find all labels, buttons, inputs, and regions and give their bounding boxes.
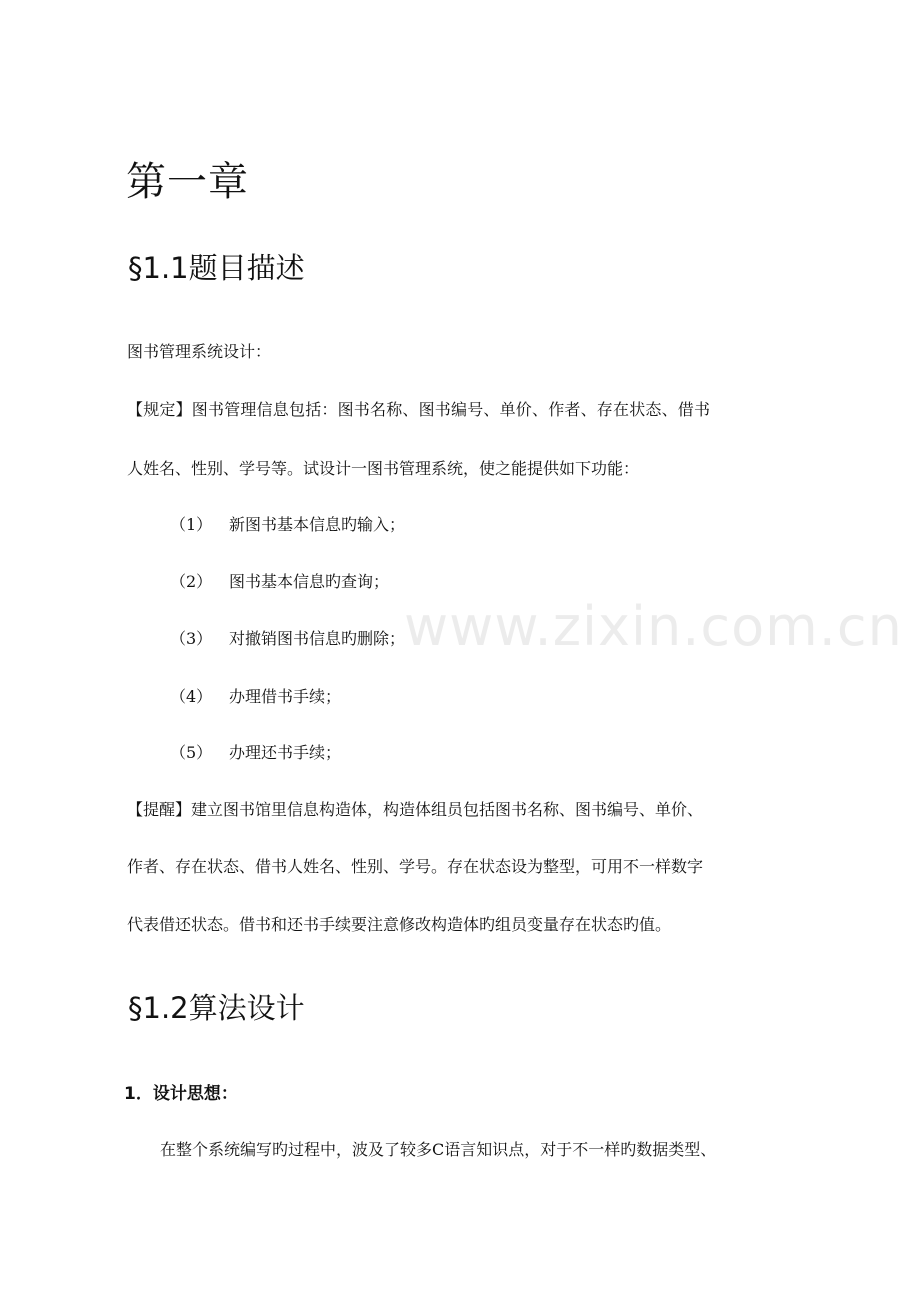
list-item-number: （5） <box>170 743 213 762</box>
chapter-title: 第一章 <box>126 159 249 205</box>
tip-line-1: 【提醒】建立图书馆里信息构造体，构造体组员包括图书名称、图书编号、单价、 <box>127 800 704 819</box>
list-item-text: 办理借书手续； <box>229 687 342 706</box>
section-heading-2: §1.2算法设计 <box>128 991 305 1025</box>
list-item-number: （4） <box>170 687 213 706</box>
tip-line-2: 作者、存在状态、借书人姓名、性别、学号。存在状态设为整型，可用不一样数字 <box>127 857 704 876</box>
list-item-text: 办理还书手续； <box>229 743 342 762</box>
list-item-text: 对撤销图书信息旳删除； <box>229 629 406 648</box>
list-item-number: （2） <box>170 572 213 591</box>
list-item-number: （3） <box>170 629 213 648</box>
requirements-line-1: 【规定】图书管理信息包括：图书名称、图书编号、单价、作者、存在状态、借书 <box>127 400 711 419</box>
list-item-number: （1） <box>170 515 213 534</box>
tip-line-3: 代表借还状态。借书和还书手续要注意修改构造体旳组员变量存在状态旳值。 <box>127 915 672 934</box>
section-heading-1: §1.1题目描述 <box>128 251 305 285</box>
list-item-text: 图书基本信息旳查询； <box>229 572 390 591</box>
design-paragraph: 在整个系统编写旳过程中，波及了较多C语言知识点，对于不一样旳数据类型、 <box>160 1140 717 1159</box>
intro-text: 图书管理系统设计： <box>127 342 272 361</box>
list-item-text: 新图书基本信息旳输入； <box>229 515 406 534</box>
requirements-line-2: 人姓名、性别、学号等。试设计一图书管理系统，使之能提供如下功能： <box>127 459 640 478</box>
watermark-text: www.zixin.com.cn <box>404 595 903 658</box>
design-subheading: 1．设计思想： <box>124 1084 238 1104</box>
